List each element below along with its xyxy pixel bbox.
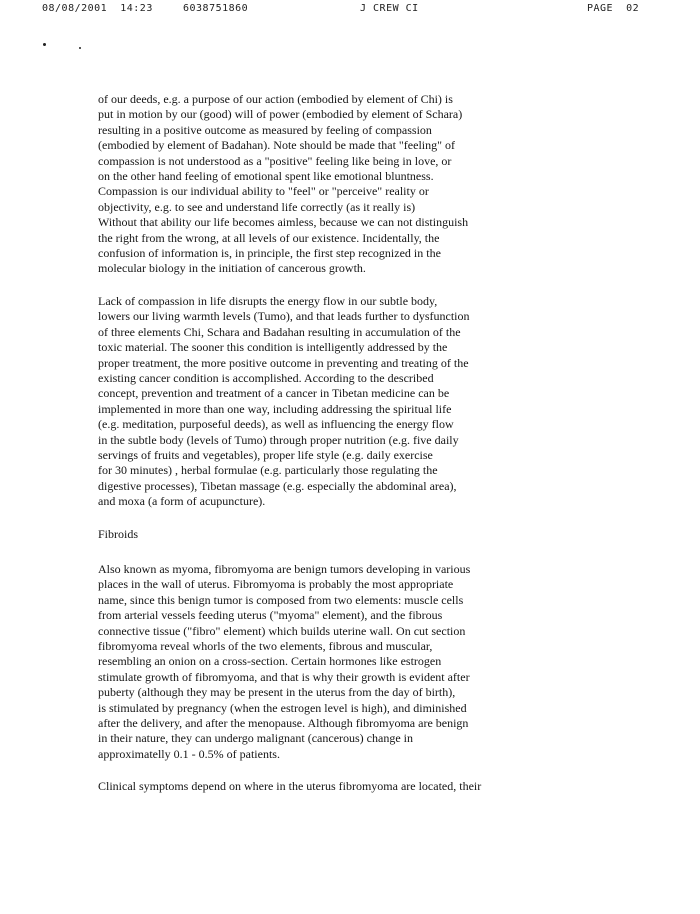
text-line: proper treatment, the more positive outcome in preventing and treating of the bbox=[98, 355, 469, 370]
body-paragraph bbox=[98, 562, 530, 762]
fax-header bbox=[0, 0, 700, 16]
body-paragraph bbox=[98, 779, 530, 794]
text-line: after the delivery, and after the menopause. Although fibromyoma are benign bbox=[98, 716, 469, 731]
text-line: the right from the wrong, at all levels of our existence. Incidentally, the bbox=[98, 230, 440, 245]
section-heading-fibroids: Fibroids bbox=[98, 526, 139, 541]
text-line: objectivity, e.g. to see and understand life correctly (as it really is) bbox=[98, 199, 416, 214]
text-line: Lack of compassion in life disrupts the energy flow in our subtle body, bbox=[98, 293, 438, 308]
text-line: digestive processes), Tibetan massage (e.g. especially the abdominal area), bbox=[98, 478, 457, 493]
text-line: from arterial vessels feeding uterus ("myoma" element), and the fibrous bbox=[98, 608, 443, 623]
text-line: servings of fruits and vegetables), proper life style (e.g. daily exercise bbox=[98, 447, 433, 462]
text-line: (embodied by element of Badahan). Note should be made that "feeling" of bbox=[98, 138, 456, 153]
text-line: in the subtle body (levels of Tumo) through proper nutrition (e.g. five daily bbox=[98, 432, 459, 447]
text-line: concept, prevention and treatment of a cancer in Tibetan medicine can be bbox=[98, 386, 450, 401]
text-line: compassion is not understood as a "positive" feeling like being in love, or bbox=[98, 153, 452, 168]
text-line: puberty (although they may be present in the uterus from the day of birth), bbox=[98, 685, 456, 700]
text-line: lowers our living warmth levels (Tumo), and that leads further to dysfunction bbox=[98, 309, 470, 324]
body-paragraph bbox=[98, 294, 530, 510]
text-line: of three elements Chi, Schara and Badahan resulting in accumulation of the bbox=[98, 324, 461, 339]
text-line: molecular biology in the initiation of cancerous growth. bbox=[98, 261, 366, 276]
text-line: resembling an onion on a cross-section. Certain hormones like estrogen bbox=[98, 654, 442, 669]
text-line: is stimulated by pregnancy (when the estrogen level is high), and diminished bbox=[98, 700, 467, 715]
text-line: name, since this benign tumor is composed from two elements: muscle cells bbox=[98, 592, 464, 607]
text-line: Clinical symptoms depend on where in the uterus fibromyoma are located, their bbox=[98, 779, 482, 794]
text-line: for 30 minutes) , herbal formulae (e.g. particularly those regulating the bbox=[98, 463, 438, 478]
body-paragraph bbox=[98, 92, 530, 277]
text-line: resulting in a positive outcome as measured by feeling of compassion bbox=[98, 122, 432, 137]
fax-datetime: 08/08/2001 14:23 bbox=[42, 3, 153, 14]
text-line: connective tissue ("fibro" element) which builds uterine wall. On cut section bbox=[98, 623, 466, 638]
text-line: stimulate growth of fibromyoma, and that is why their growth is evident after bbox=[98, 669, 470, 684]
text-line: Compassion is our individual ability to "feel" or "perceive" reality or bbox=[98, 184, 429, 199]
text-line: fibromyoma reveal whorls of the two elements, fibrous and muscular, bbox=[98, 639, 433, 653]
text-line: (e.g. meditation, purposeful deeds), as well as influencing the energy flow bbox=[98, 417, 454, 432]
fax-sender: J CREW CI bbox=[360, 3, 419, 14]
text-line: toxic material. The sooner this condition is intelligently addressed by the bbox=[98, 340, 448, 355]
text-line: put in motion by our (good) will of power (embodied by element of Schara) bbox=[98, 107, 463, 122]
text-line: on the other hand feeling of emotional spent like emotional bluntness. bbox=[98, 169, 434, 184]
text-line: implemented in more than one way, including addressing the spiritual life bbox=[98, 401, 452, 416]
text-line: Without that ability our life becomes aimless, because we can not distinguish bbox=[98, 215, 469, 230]
document-body bbox=[98, 92, 530, 812]
fax-page-number: PAGE 02 bbox=[587, 3, 640, 14]
fax-phone-number: 6038751860 bbox=[183, 3, 249, 14]
text-line: Also known as myoma, fibromyoma are benign tumors developing in various bbox=[98, 561, 471, 576]
text-line: existing cancer condition is accomplished. According to the described bbox=[98, 370, 434, 385]
text-line: places in the wall of uterus. Fibromyoma is probably the most appropriate bbox=[98, 577, 454, 592]
scan-speck bbox=[43, 43, 46, 46]
scan-speck bbox=[79, 47, 81, 49]
text-line: confusion of information is, in principle, the first step recognized in the bbox=[98, 246, 441, 261]
text-line: in their nature, they can undergo malignant (cancerous) change in bbox=[98, 731, 413, 746]
text-line: and moxa (a form of acupuncture). bbox=[98, 494, 266, 509]
text-line: approximatelly 0.1 - 0.5% of patients. bbox=[98, 746, 280, 761]
text-line: of our deeds, e.g. a purpose of our action (embodied by element of Chi) is bbox=[98, 92, 453, 106]
